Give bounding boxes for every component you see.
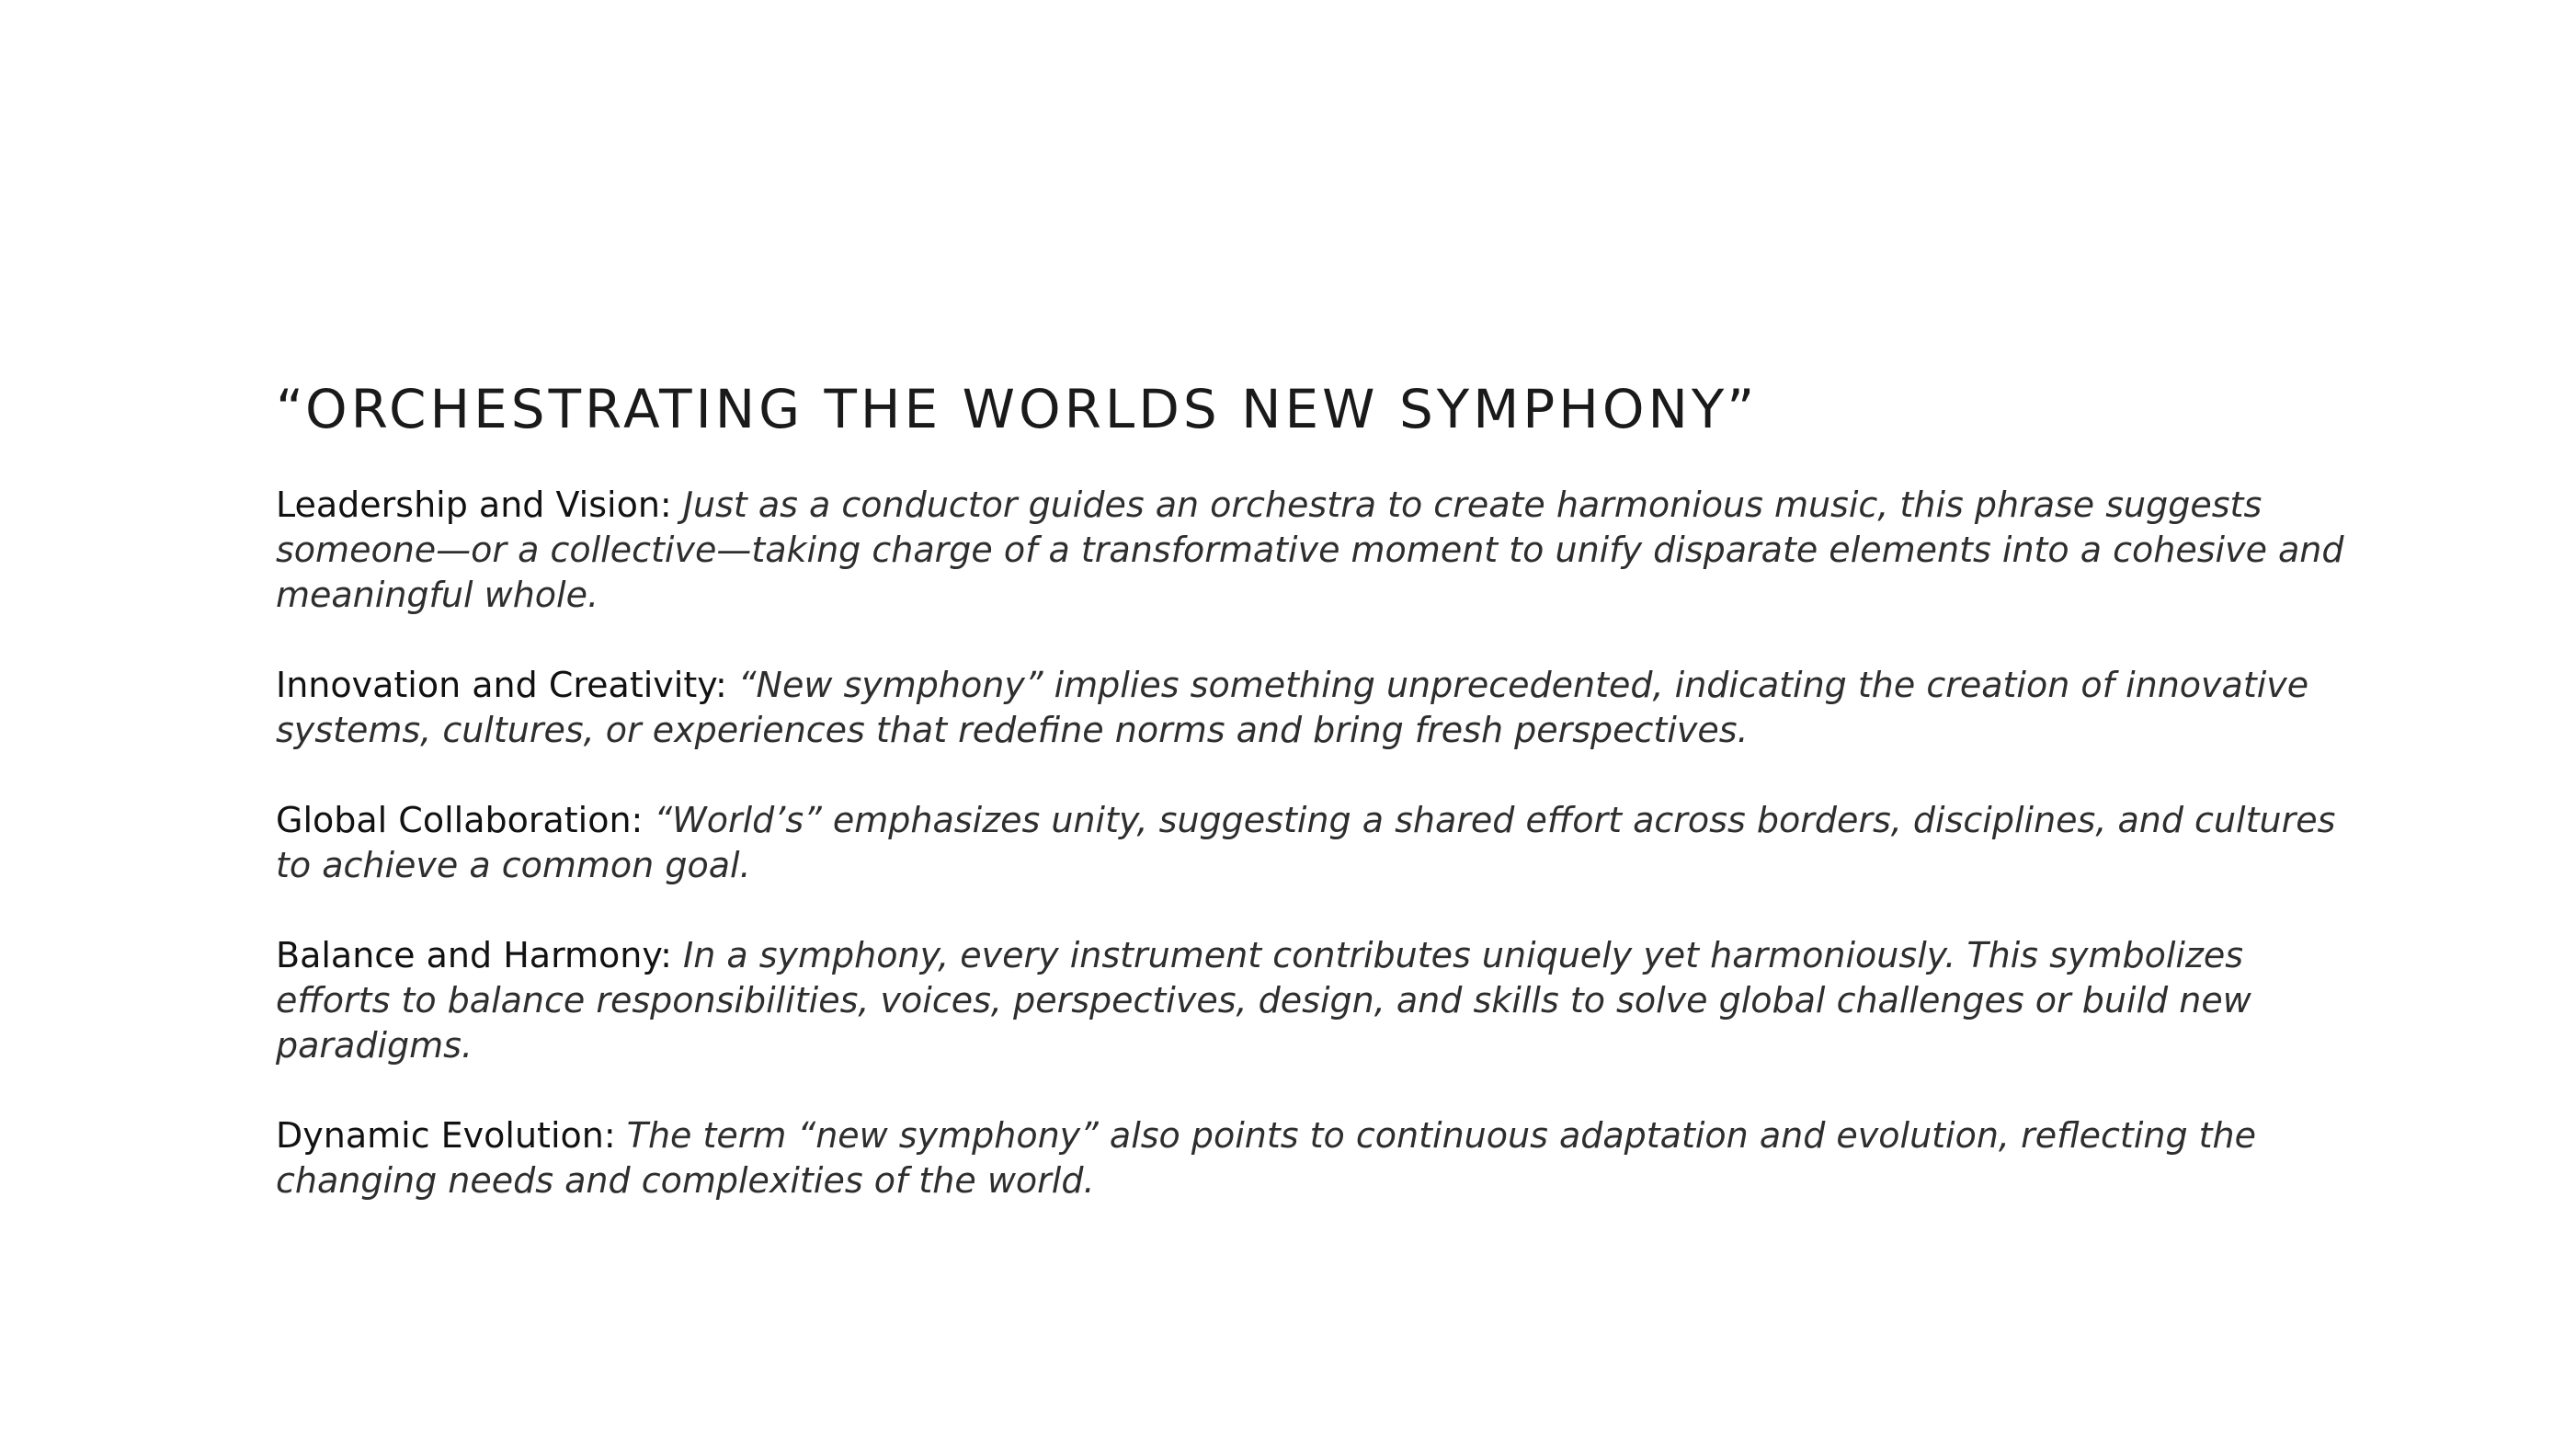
section-text: “World’s” emphasizes unity, suggesting a shared effort across borders, disciplines, and cultures to achieve a common goal. <box>276 800 2336 885</box>
section-innovation-and-creativity <box>276 663 2354 753</box>
slide-content <box>276 372 2354 1203</box>
section-label: Innovation and Creativity: <box>276 665 727 705</box>
sections-list <box>276 483 2354 1203</box>
section-balance-and-harmony <box>276 933 2354 1068</box>
section-leadership-and-vision <box>276 483 2354 618</box>
section-label: Global Collaboration: <box>276 800 644 840</box>
section-label: Balance and Harmony: <box>276 935 672 975</box>
slide-title: “ORCHESTRATING THE WORLDS NEW SYMPHONY” <box>276 378 1759 440</box>
section-global-collaboration <box>276 798 2354 888</box>
section-label: Dynamic Evolution: <box>276 1115 616 1156</box>
section-text: Just as a conductor guides an orchestra to create harmonious music, this phrase suggests someone—or a collective—taking charge of a transformative moment to unify disparate elements into a cohesive and meaningful whole. <box>276 485 2344 615</box>
section-text: The term “new symphony” also points to continuous adaptation and evolution, reflecting the changing needs and complexities of the world. <box>276 1115 2257 1201</box>
section-text: “New symphony” implies something unprecedented, indicating the creation of innovative systems, cultures, or experiences that redefine norms and bring fresh perspectives. <box>276 665 2309 750</box>
section-label: Leadership and Vision: <box>276 485 672 525</box>
section-text: In a symphony, every instrument contributes uniquely yet harmoniously. This symbolizes efforts to balance responsibilities, voices, perspectives, design, and skills to solve global challenges or build new paradigms. <box>276 935 2251 1066</box>
section-dynamic-evolution <box>276 1113 2354 1203</box>
